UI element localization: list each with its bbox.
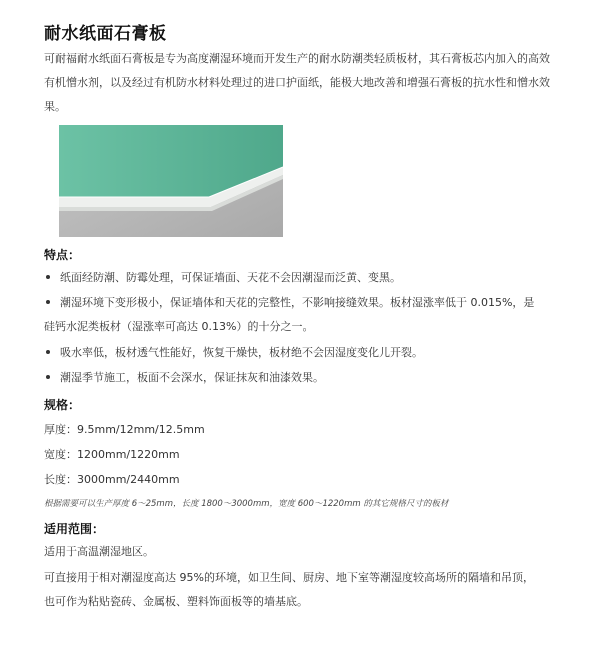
bullet-dot bbox=[46, 300, 50, 304]
page-title: 耐水纸面石膏板 bbox=[44, 24, 167, 44]
features-heading: 特点： bbox=[44, 248, 81, 262]
bullet-dot bbox=[46, 350, 50, 354]
bullet-dot bbox=[46, 275, 50, 279]
feature-text: 吸水率低，板材透气性能好，恢复干燥快，板材绝不会因湿度变化儿开裂。 bbox=[60, 346, 423, 359]
feature-text: 纸面经防潮、防霉处理，可保证墙面、天花不会因潮湿而泛黄、变黑。 bbox=[60, 271, 401, 284]
feature-text: 潮湿环境下变形极小，保证墙体和天花的完整性，不影响接缝效果。板材湿涨率低于 0.015%，是硅钙水泥类板材（湿涨率可高达 0.13%）的十分之一。 bbox=[44, 296, 535, 333]
feature-text: 潮湿季节施工，板面不会深水，保证抹灰和油漆效果。 bbox=[60, 371, 324, 384]
usage-heading: 适用范围： bbox=[44, 522, 105, 536]
bullet-dot bbox=[46, 375, 50, 379]
usage-line-2: 可直接用于相对潮湿度高达 95%的环境，如卫生间、厨房、地下室等潮湿度较高场所的隔墙和吊顶，也可作为粘贴瓷砖、金属板、塑料饰面板等的墙基底。 bbox=[44, 571, 534, 608]
feature-item bbox=[44, 341, 544, 365]
specs-heading: 规格： bbox=[44, 398, 81, 412]
gypsum-board-image bbox=[59, 125, 283, 237]
spec-length: 长度：3000mm/2440mm bbox=[44, 473, 180, 486]
spec-note: 根据需要可以生产厚度 6～25mm，长度 1800～3000mm，宽度 600～1220mm 的其它规格尺寸的板材 bbox=[44, 499, 449, 509]
feature-item bbox=[44, 366, 544, 390]
spec-thickness: 厚度：9.5mm/12mm/12.5mm bbox=[44, 423, 205, 436]
feature-item bbox=[44, 291, 544, 339]
intro-paragraph: 可耐福耐水纸面石膏板是专为高度潮湿环境而开发生产的耐水防潮类轻质板材，其石膏板芯内加入的高效有机憎水剂，以及经过有机防水材料处理过的进口护面纸，能极大地改善和增强石膏板的抗水性和憎水效果。 bbox=[44, 52, 550, 113]
spec-width: 宽度：1200mm/1220mm bbox=[44, 448, 180, 461]
feature-item bbox=[44, 266, 544, 290]
usage-line-1: 适用于高温潮湿地区。 bbox=[44, 545, 154, 558]
